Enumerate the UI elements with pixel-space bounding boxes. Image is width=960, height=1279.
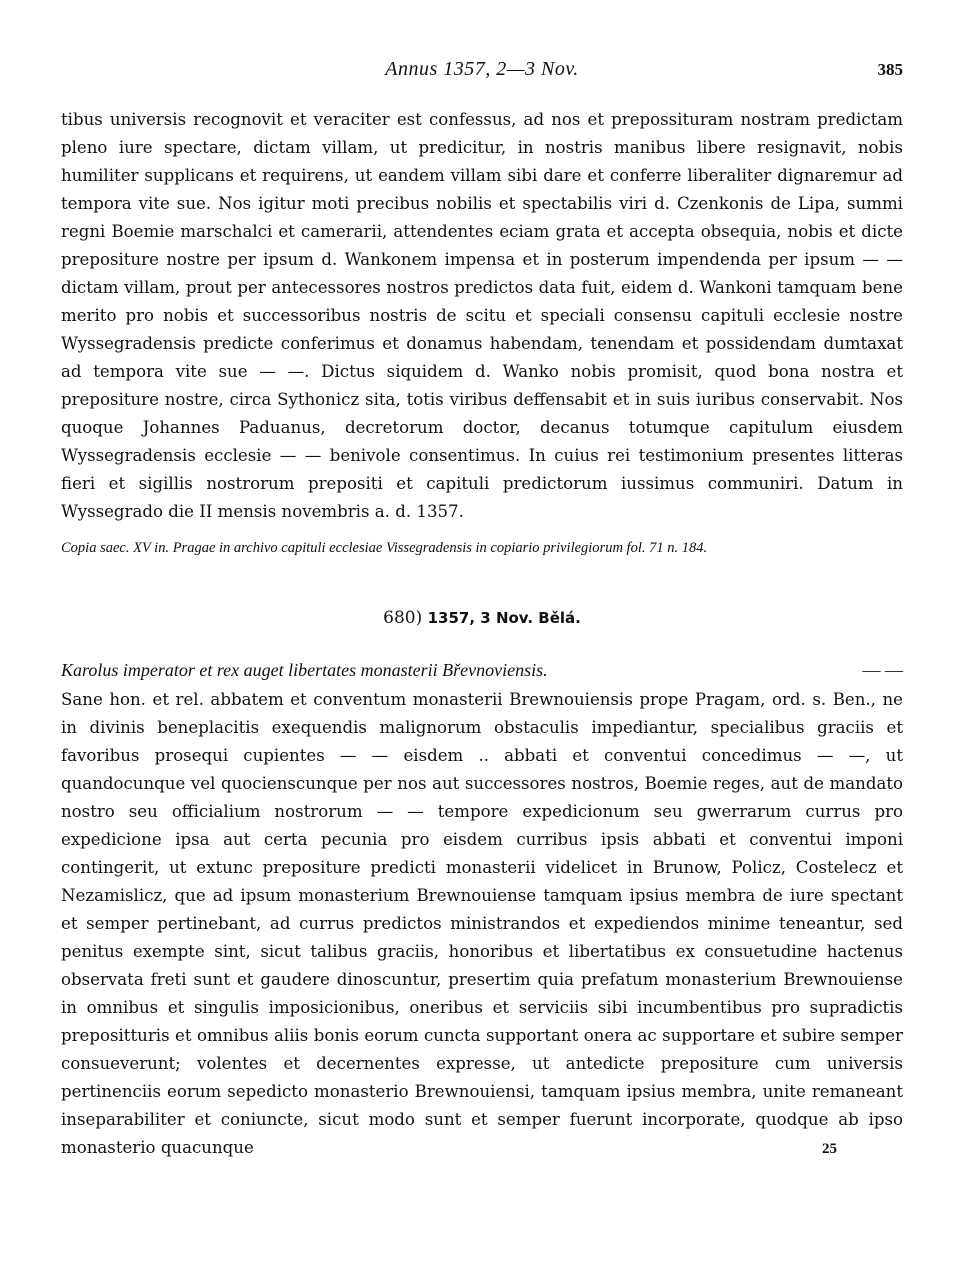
- document-body: Sane hon. et rel. abbatem et conventum monasterii Brewnouiensis prope Pragam, ord. s. Ben., ne in divinis beneplacitis exequendis malignorum obstaculis impediantur, specialibus graciis et favoribus prosequi cupientes — — eisdem .. abbati et conventui concedimus — —, ut quandocunque vel quocienscunque per nos aut successores nostros, Boemie reges, aut de mandato nostro seu officialium nostrorum — — tempore expedicionum seu gwerrarum currus pro expedicione ipsa aut certa pecunia pro eisdem curribus ipsis abbati et conventui imponi contingerit, ut extunc prepositure predicti monasterii videlicet in Brunow, Policz, Costelecz et Nezamislicz, que ad ipsum monasterium Brewnouiense tamquam ipsius membra de iure spectant et semper pertinebant, ad currus predictos ministrandos et expediendos minime teneantur, sed penitus exempte sint, sicut talibus graciis, honoribus et libertatibus ex consuetudine hactenus observata freti sunt et gaudere dinoscuntur, presertim quia prefatum monasterium Brewnouiense in omnibus et singulis imposicionibus, oneribus et serviciis sibi incumbentibus pro supradictis prepositturis et omnibus aliis bonis eorum cuncta supportant onera ac supportare et subire semper consueverunt; volentes et decernentes expresse, ut antedicte prepositure cum universis pertinenciis eorum sepedicto monasterio Brewnouiensi, tamquam ipsius membra, unite remaneant inseparabiliter et coniuncte, sicut modo sunt et semper fuerunt incorporate, quodque ab ipso monasterio quacunque: [61, 690, 903, 1157]
- document-page: [61, 58, 903, 1162]
- document-heading: [61, 604, 903, 632]
- page-number: 385: [877, 60, 903, 79]
- running-title: Annus 1357, 2—3 Nov.: [385, 58, 579, 80]
- signature-mark: 25: [822, 1141, 837, 1157]
- continuation-paragraph: [61, 106, 903, 526]
- source-note: Copia saec. XV in. Pragae in archivo capituli ecclesiae Vissegradensis in copiario privilegiorum fol. 71 n. 184.: [61, 540, 708, 556]
- continuation-text: tibus universis recognovit et veraciter est confessus, ad nos et prepossituram nostram predictam pleno iure spectare, dictam villam, ut predicitur, in nostris manibus libere resignavit, nobis humiliter supplicans et requirens, ut eandem villam sibi dare et conferre liberaliter dignaremur ad tempora vite sue. Nos igitur moti precibus nobilis et spectabilis viri d. Czenkonis de Lipa, summi regni Boemie marschalci et camerarii, attendentes eciam grata et accepta obsequia, nobis et dicte prepositure nostre per ipsum d. Wankonem impensa et in posterum impendenda per ipsum — — dictam villam, prout per antecessores nostros predictos data fuit, eidem d. Wankoni tamquam bene merito pro nobis et successoribus nostris de scitu et speciali consensu capituli ecclesie nostre Wyssegradensis predicte conferimus et donamus habendam, tenendam et possidendam dumtaxat ad tempora vite sue — —. Dictus siquidem d. Wanko nobis promisit, quod bona nostra et prepositure nostre, circa Sythonicz sita, totis viribus deffensabit et in suis iuribus conservabit. Nos quoque Johannes Paduanus, decretorum doctor, decanus totumque capitulum eiusdem Wyssegradensis ecclesie — — benivole consentimus. In cuius rei testimonium presentes litteras fieri et sigillis nostrorum prepositi et capituli predictorum iussimus communiri. Datum in Wyssegrado die II mensis novembris a. d. 1357.: [61, 110, 903, 521]
- regest-dash: — —: [862, 660, 903, 680]
- document-number: 680): [383, 608, 423, 628]
- running-header: [61, 58, 903, 88]
- document-date: 1357, 3 Nov. Bělá.: [427, 609, 581, 627]
- regest-text: Karolus imperator et rex auget libertates monasterii Břevnoviensis.: [61, 660, 548, 680]
- document-regest: [61, 656, 903, 684]
